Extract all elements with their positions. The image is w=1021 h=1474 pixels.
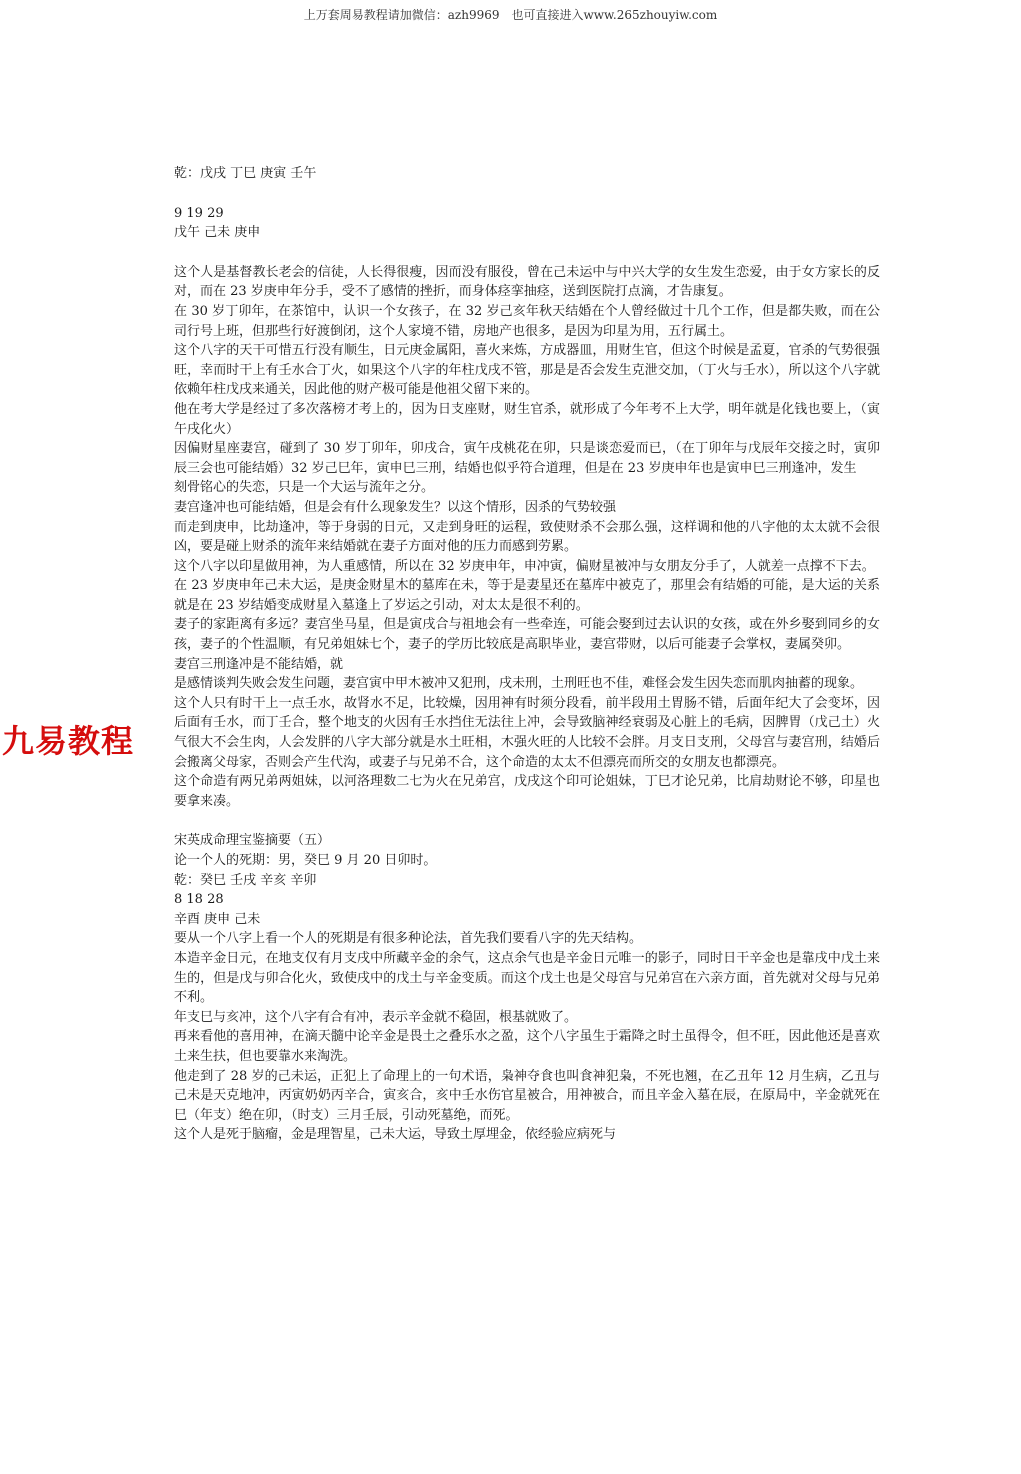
paragraph: 这个人只有时干上一点壬水，故肾水不足，比较燥，因用神有时须分段看，前半段用土胃肠不错，后面年纪大了会变坏，因后面有壬水，而丁壬合，整个地支的火因有壬水挡住无法往上冲，会导致脑神经衰弱及心脏上的毛病，因脾胃（戊己土）火气很大不会生肉，人会发胖的八字大部分就是水土旺相，木强火旺的人比较不会胖。月支日支刑，父母宫与妻宫刑，结婚后会搬离父母家，否则会产生代沟，或妻子与兄弟不合，这个命造的太太不但漂亮而所交的女朋友也都漂亮。 [174, 695, 880, 770]
paragraph: 妻子的家距离有多远？妻宫坐马星，但是寅戌合与祖地会有一些牵连，可能会娶到过去认识的女孩，或在外乡娶到同乡的女孩，妻子的个性温顺，有兄弟姐妹七个，妻子的学历比较底是高职毕业，妻宫带财，以后可能妻子会掌权，妻属癸卯。 [174, 617, 880, 653]
paragraph: 再来看他的喜用神，在滴天髓中论辛金是畏土之叠乐水之盈，这个八字虽生于霜降之时土虽得令，但不旺，因此他还是喜欢土来生扶，但也要靠水来淘洗。 [174, 1029, 880, 1064]
paragraph: 年支巳与亥冲，这个八字有合有冲，表示辛金就不稳固，根基就败了。 [174, 1009, 578, 1025]
luck-pillars: 辛酉 庚申 己未 [174, 911, 261, 927]
paragraph: 这个八字以印星做用神，为人重感情，所以在 32 岁庚申年，申冲寅，偏财星被冲与女朋友分手了，人就差一点撑不下去。 [174, 558, 875, 574]
paragraph: 这个人是死于脑瘤，金是理智星，己未大运，导致土厚埋金，依经验应病死与 [174, 1127, 617, 1143]
paragraph: 刻骨铭心的失恋，只是一个大运与流年之分。 [174, 480, 435, 496]
paragraph: 要从一个八字上看一个人的死期是有很多种论法，首先我们要看八字的先天结构。 [174, 931, 643, 947]
paragraph: 妻宫逢冲也可能结婚，但是会有什么现象发生？以这个情形，因杀的气势较强 [174, 499, 617, 515]
section-title: 宋英成命理宝鉴摘要（五） [174, 833, 331, 849]
luck-ages: 8 18 28 [174, 892, 224, 908]
document-body [174, 164, 880, 1145]
luck-pillars: 戊午 己未 庚申 [174, 225, 261, 241]
bazi-chart: 乾：癸巳 壬戌 辛亥 辛卯 [174, 872, 317, 888]
paragraph: 这个人是基督教长老会的信徒，人长得很瘦，因而没有服役，曾在己未运中与中兴大学的女生发生恋爱，由于女方家长的反对，而在 23 岁庚申年分手，受不了感情的挫折，而身体痉挛抽痉，送到医院打点滴，才告康复。 [174, 264, 880, 300]
paragraph: 他走到了 28 岁的己未运，正犯上了命理上的一句术语，枭神夺食也叫食神犯枭，不死也翘，在乙丑年 12 月生病，乙丑与己未是天克地冲，丙寅奶奶丙辛合，寅亥合，亥中壬水伤官星被合，用神被合，而且辛金入墓在辰，在原局中，辛金就死在巳（年支）绝在卯，（时支）三月壬辰，引动死墓绝，而死。 [174, 1068, 880, 1123]
paragraph: 在 23 岁庚申年己未大运，是庚金财星木的墓库在未，等于是妻星还在墓库中被克了，那里会有结婚的可能，是大运的关系就是在 23 岁结婚变成财星入墓逢上了岁运之引动，对太太是很不利的。 [174, 578, 880, 613]
paragraph: 这个八字的天干可惜五行没有顺生，日元庚金属阳，喜火来炼，方成器皿，用财生官，但这个时候是孟夏，官杀的气势很强旺，幸而时干上有壬水合丁火，如果这个八字的年柱戊戌不管，那是是否会发生克泄交加，（丁火与壬水），所以这个八字就依赖年柱戊戌来通关，因此他的财产极可能是他祖父留下来的。 [174, 343, 880, 398]
bazi-chart: 乾：戊戌 丁巳 庚寅 壬午 [174, 166, 317, 181]
paragraph: 这个命造有两兄弟两姐妹，以河洛理数二七为火在兄弟宫，戊戌这个印可论姐妹，丁巳才论兄弟，比肩劫财论不够，印星也要拿来凑。 [174, 774, 880, 809]
luck-ages: 9 19 29 [174, 205, 224, 221]
paragraph: 因偏财星座妻宫，碰到了 30 岁丁卯年，卯戌合，寅午戌桃花在卯，只是谈恋爱而已，（在丁卯年与戊辰年交接之时，寅卯辰三会也可能结婚）32 岁己巳年，寅申巳三刑，结婚也似乎符合道理，但是在 23 岁庚申年也是寅申巳三刑逢冲，发生 [174, 441, 880, 476]
paragraph: 他在考大学是经过了多次落榜才考上的，因为日支座财，财生官杀，就形成了今年考不上大学，明年就是化钱也要上，（寅午戌化火） [174, 401, 880, 437]
watermark-logo: 九易教程 [2, 722, 135, 760]
paragraph: 妻宫三刑逢冲是不能结婚，就 [174, 656, 344, 672]
paragraph: 本造辛金日元，在地支仅有月支戌中所藏辛金的余气，这点余气也是辛金日元唯一的影子，同时日干辛金也是靠戌中戊土来生的，但是戊与卯合化火，致使戌中的戊土与辛金变质。而这个戊土也是父母宫与兄弟宫在六亲方面，首先就对父母与兄弟不利。 [174, 950, 880, 1006]
paragraph: 是感情谈判失败会发生问题，妻宫寅中甲木被冲又犯刑，戌未刑，土刑旺也不佳，难怪会发生因失恋而肌肉抽蓄的现象。 [174, 676, 864, 692]
page-header: 上万套周易教程请加微信：azh9969 也可直接进入www.265zhouyiw.com [303, 8, 718, 22]
section-subtitle: 论一个人的死期：男，癸巳 9 月 20 日卯时。 [174, 853, 437, 868]
paragraph: 在 30 岁丁卯年，在茶馆中，认识一个女孩子，在 32 岁己亥年秋天结婚在个人曾经做过十几个工作，但是都失败，而在公司行号上班，但那些行好渡倒闭，这个人家境不错，房地产也很多，是因为印星为用，五行属土。 [174, 303, 880, 339]
paragraph: 而走到庚申，比劫逢冲，等于身弱的日元，又走到身旺的运程，致使财杀不会那么强，这样调和他的八字他的太太就不会很凶，要是碰上财杀的流年来结婚就在妻子方面对他的压力而感到劳累。 [174, 519, 880, 555]
